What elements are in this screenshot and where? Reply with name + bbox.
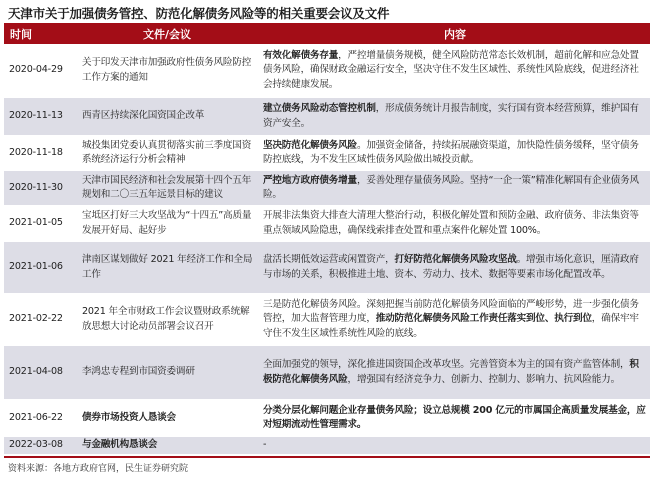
content-text: 。加强资金储备，持续拓展融资渠道，加快隐性债务缓释，坚守债务防控底线，为不发生区域性债务风险做出城投贡献。: [263, 139, 639, 165]
source-note: 资料来源：各地方政府官网，民生证券研究院: [8, 464, 189, 474]
row-date: 2021-01-05: [9, 217, 63, 229]
content-emphasis: 分类分层化解问题企业存量债务风险；设立总规模 200 亿元的市属国企高质量发展基金，应对短期流动性管理需求。: [263, 404, 646, 430]
row-document: 2021 年全市财政工作会议暨财政系统解放思想大讨论动员部署会议召开: [82, 306, 250, 332]
row-content: [260, 174, 650, 202]
row-document: 关于印发天津市加强政府性债务风险防控工作方案的通知: [82, 57, 252, 83]
content-text: ，确保牢牢守住不发生区域性系统性风险的底线。: [263, 313, 639, 339]
row-content: [260, 404, 650, 432]
table-row: [4, 294, 650, 346]
table-row: [4, 98, 650, 136]
content-text: ，妥善处理存量债务风险。坚持“一企一策”精准化解国有企业债务风险。: [263, 174, 639, 200]
table-row: [4, 242, 650, 294]
row-document: 城投集团党委认真贯彻落实前三季度国资系统经济运行分析会精神: [82, 139, 252, 165]
row-content: [260, 298, 650, 341]
content-emphasis: 建立债务风险动态管控机制: [263, 103, 376, 115]
table-row: [4, 44, 650, 98]
page-title: 天津市关于加强债务管控、防范化解债务风险等的相关重要会议及文件: [8, 6, 390, 21]
table-bottom-rule: [4, 456, 650, 458]
meetings-table: [4, 23, 650, 455]
content-text: ，严控增量债务规模，健全风险防范常态长效机制，超前化解和应急处置债务风险，确保财政金融运行安全，坚决守住不发生区域性、系统性风险底线，促进经济社会持续健康发展。: [263, 50, 639, 90]
header-time: 时间: [10, 27, 32, 41]
content-emphasis: 坚决防范化解债务风险: [263, 139, 357, 151]
row-date: 2021-06-22: [9, 411, 63, 423]
row-content: [260, 139, 650, 167]
content-emphasis: 积极防范化解债务风险: [263, 359, 639, 385]
table-row: [4, 400, 650, 437]
row-content: [260, 49, 650, 92]
row-document: 西青区持续深化国资国企改革: [82, 110, 205, 122]
row-date: 2021-04-08: [9, 366, 63, 378]
table-row: [4, 206, 650, 242]
header-content: 内容: [444, 27, 466, 41]
row-date: 2021-01-06: [9, 261, 63, 273]
row-document: 宝坻区打好三大攻坚战为“十四五”高质量发展开好局、起好步: [82, 210, 252, 236]
content-emphasis: 打好防范化解债务风险攻坚战: [394, 254, 517, 266]
header-doc: 文件/会议: [142, 27, 192, 41]
content-text: 三是防范化解债务风险。深刻把握当前防范化解债务风险面临的严峻形势，进一步强化债务管控，加大监督管理力度，: [263, 299, 639, 325]
row-date: 2020-04-29: [9, 64, 63, 76]
row-content: [260, 209, 650, 237]
content-emphasis: 推动防范化解债务风险工作责任落实到位、执行到位: [375, 313, 592, 325]
row-document: 与金融机构恳谈会: [82, 439, 158, 451]
content-text: ，增强国有经济竞争力、创新力、控制力、影响力、抗风险能力。: [347, 373, 620, 385]
content-emphasis: 有效化解债务存量: [263, 50, 339, 62]
table-row: [4, 437, 650, 455]
content-text: 全面加强党的领导，深化推进国资国企改革攻坚。完善管资本为主的国有资产监管体制，: [263, 359, 630, 371]
row-date: 2022-03-08: [9, 439, 63, 451]
content-text: 。增强市场化意识，厘清政府与市场的关系，积极推进土地、资本、劳动力、技术、数据等要素市场化配置改革。: [263, 254, 639, 280]
content-text: 开展非法集资大排查大清理大整治行动，积极化解处置和预防金融、政府债务、非法集资等重点领域风险隐患，确保线索排查处置和重点案件化解处置 100%。: [263, 210, 639, 236]
row-document: 李鸿忠专程到市国资委调研: [82, 366, 195, 378]
row-content: [260, 438, 650, 452]
content-emphasis: 严控地方政府债务增量: [263, 174, 357, 186]
table-header: [4, 23, 650, 44]
row-document: 津南区谋划做好 2021 年经济工作和全局工作: [82, 254, 253, 280]
row-content: [260, 102, 650, 130]
content-text: ，形成债务统计月报告制度，实行国有资本经营预算，维护国有资产安全。: [263, 103, 639, 129]
table-row: [4, 171, 650, 206]
row-date: 2020-11-18: [9, 146, 63, 158]
row-content: [260, 358, 650, 386]
row-document: 债券市场投资人恳谈会: [82, 411, 176, 423]
table-row: [4, 346, 650, 400]
row-date: 2021-02-22: [9, 313, 63, 325]
table-body: [4, 44, 650, 455]
content-text: -: [263, 439, 267, 451]
table-row: [4, 136, 650, 171]
row-content: [260, 253, 650, 281]
row-document: 天津市国民经济和社会发展第十四个五年规划和二〇三五年远景目标的建议: [82, 174, 252, 200]
row-date: 2020-11-13: [9, 110, 63, 122]
content-text: 盘活长期低效运营或闲置资产，: [263, 254, 395, 266]
row-date: 2020-11-30: [9, 181, 63, 193]
